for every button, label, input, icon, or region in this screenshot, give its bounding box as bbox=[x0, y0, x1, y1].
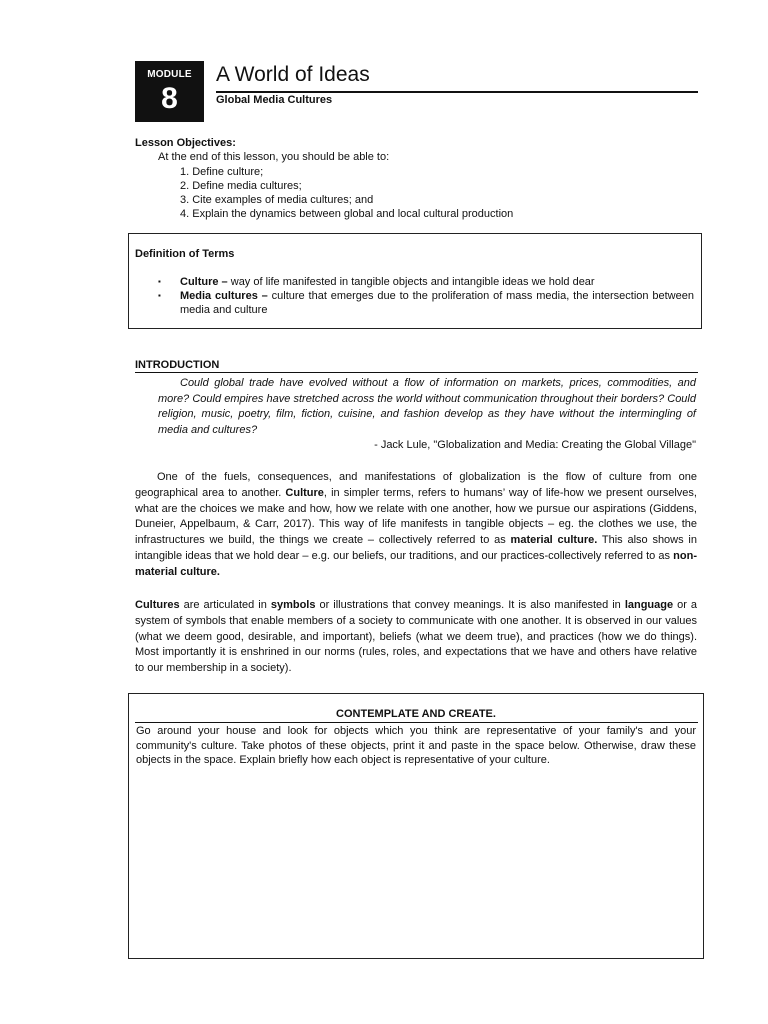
p1-text: One of the fuels, consequences, and manifestations of globalization is the flow of culture from one geographical area to another. bbox=[135, 471, 697, 499]
page-subtitle: Global Media Cultures bbox=[216, 94, 333, 106]
definition-term: Media cultures – bbox=[180, 290, 268, 302]
page-title: A World of Ideas bbox=[216, 63, 370, 86]
p1-text: This also shows in intangible ideas that we hold dear – e.g. our beliefs, our traditions, and our practices-collectively referred to as bbox=[135, 534, 697, 562]
p1-text: , in simpler terms, refers to humans’ way of life-how we present ourselves, what are the choices we make and how, how we relate with one another, how we pursue our aspirations (Giddens, Duneier, Appelbaum, & Carr, 2017). This way of life manifests in tangible objects – eg. the clothes we use, the infrastructures we build, the things we create – collectively referred to as bbox=[135, 486, 697, 547]
introduction-heading: INTRODUCTION bbox=[135, 359, 220, 371]
intro-paragraph-2 bbox=[135, 598, 697, 677]
module-number: 8 bbox=[161, 82, 178, 115]
objective-item: 2. Define media cultures; bbox=[180, 180, 302, 192]
definition-text: culture that emerges due to the proliferation of mass media, the intersection between media and culture bbox=[180, 290, 694, 316]
introduction-divider bbox=[135, 372, 698, 373]
definition-list bbox=[158, 275, 694, 317]
intro-quote: Could global trade have evolved without a flow of information on markets, prices, commodities, and more? Could empires have stretched across the world without communication throughout their borders? Could religion, music, poetry, film, fiction, cuisine, and fashion develop as they have without the intermingling of media and cultures? bbox=[158, 377, 696, 436]
p2-text: or illustrations that convey meanings. It is also manifested in bbox=[315, 599, 625, 611]
objectives-list bbox=[180, 165, 513, 221]
term-non-material-culture: non-material culture. bbox=[135, 549, 697, 578]
objectives-intro: At the end of this lesson, you should be able to: bbox=[158, 151, 390, 163]
term-material-culture: material culture. bbox=[510, 534, 598, 547]
p2-text: are articulated in bbox=[179, 599, 271, 611]
objectives-title: Lesson Objectives: bbox=[135, 137, 236, 149]
objective-item: 3. Cite examples of media cultures; and bbox=[180, 194, 374, 206]
term-symbols: symbols bbox=[270, 599, 316, 611]
term-language: language bbox=[624, 599, 674, 611]
module-badge bbox=[135, 61, 204, 122]
title-divider bbox=[216, 91, 698, 93]
contemplate-divider bbox=[135, 722, 698, 723]
bullet-icon: ▪ bbox=[158, 291, 161, 300]
definition-term: Culture – bbox=[180, 276, 228, 288]
bullet-icon: ▪ bbox=[158, 277, 161, 286]
objective-item: 4. Explain the dynamics between global and local cultural production bbox=[180, 208, 514, 220]
contemplate-title: CONTEMPLATE AND CREATE. bbox=[336, 708, 496, 720]
definition-item bbox=[158, 289, 694, 317]
definition-title: Definition of Terms bbox=[135, 248, 235, 260]
quote-source: - Jack Lule, "Globalization and Media: Creating the Global Village" bbox=[374, 439, 696, 451]
term-cultures: Cultures bbox=[135, 599, 180, 611]
definition-item bbox=[158, 275, 694, 289]
objective-item: 1. Define culture; bbox=[180, 166, 264, 178]
term-culture: Culture bbox=[285, 486, 324, 499]
p2-text: or a system of symbols that enable members of a society to communicate with one another. It is observed in our values (what we deem good, desirable, and important), beliefs (what we deem true), and practices (how we do things). Most importantly it is enshrined in our norms (rules, roles, and expectations that we have and others have relative to our membership in a society). bbox=[135, 599, 698, 675]
contemplate-instructions: Go around your house and look for objects which you think are representative of your family's and your community's culture. Take photos of these objects, print it and paste in the space below. Otherwise, draw these objects in the space. Explain briefly how each object is representative of your culture. bbox=[136, 725, 696, 766]
module-label: MODULE bbox=[147, 69, 192, 80]
intro-paragraph-1 bbox=[135, 470, 697, 581]
definition-text: way of life manifested in tangible objects and intangible ideas we hold dear bbox=[227, 276, 595, 288]
